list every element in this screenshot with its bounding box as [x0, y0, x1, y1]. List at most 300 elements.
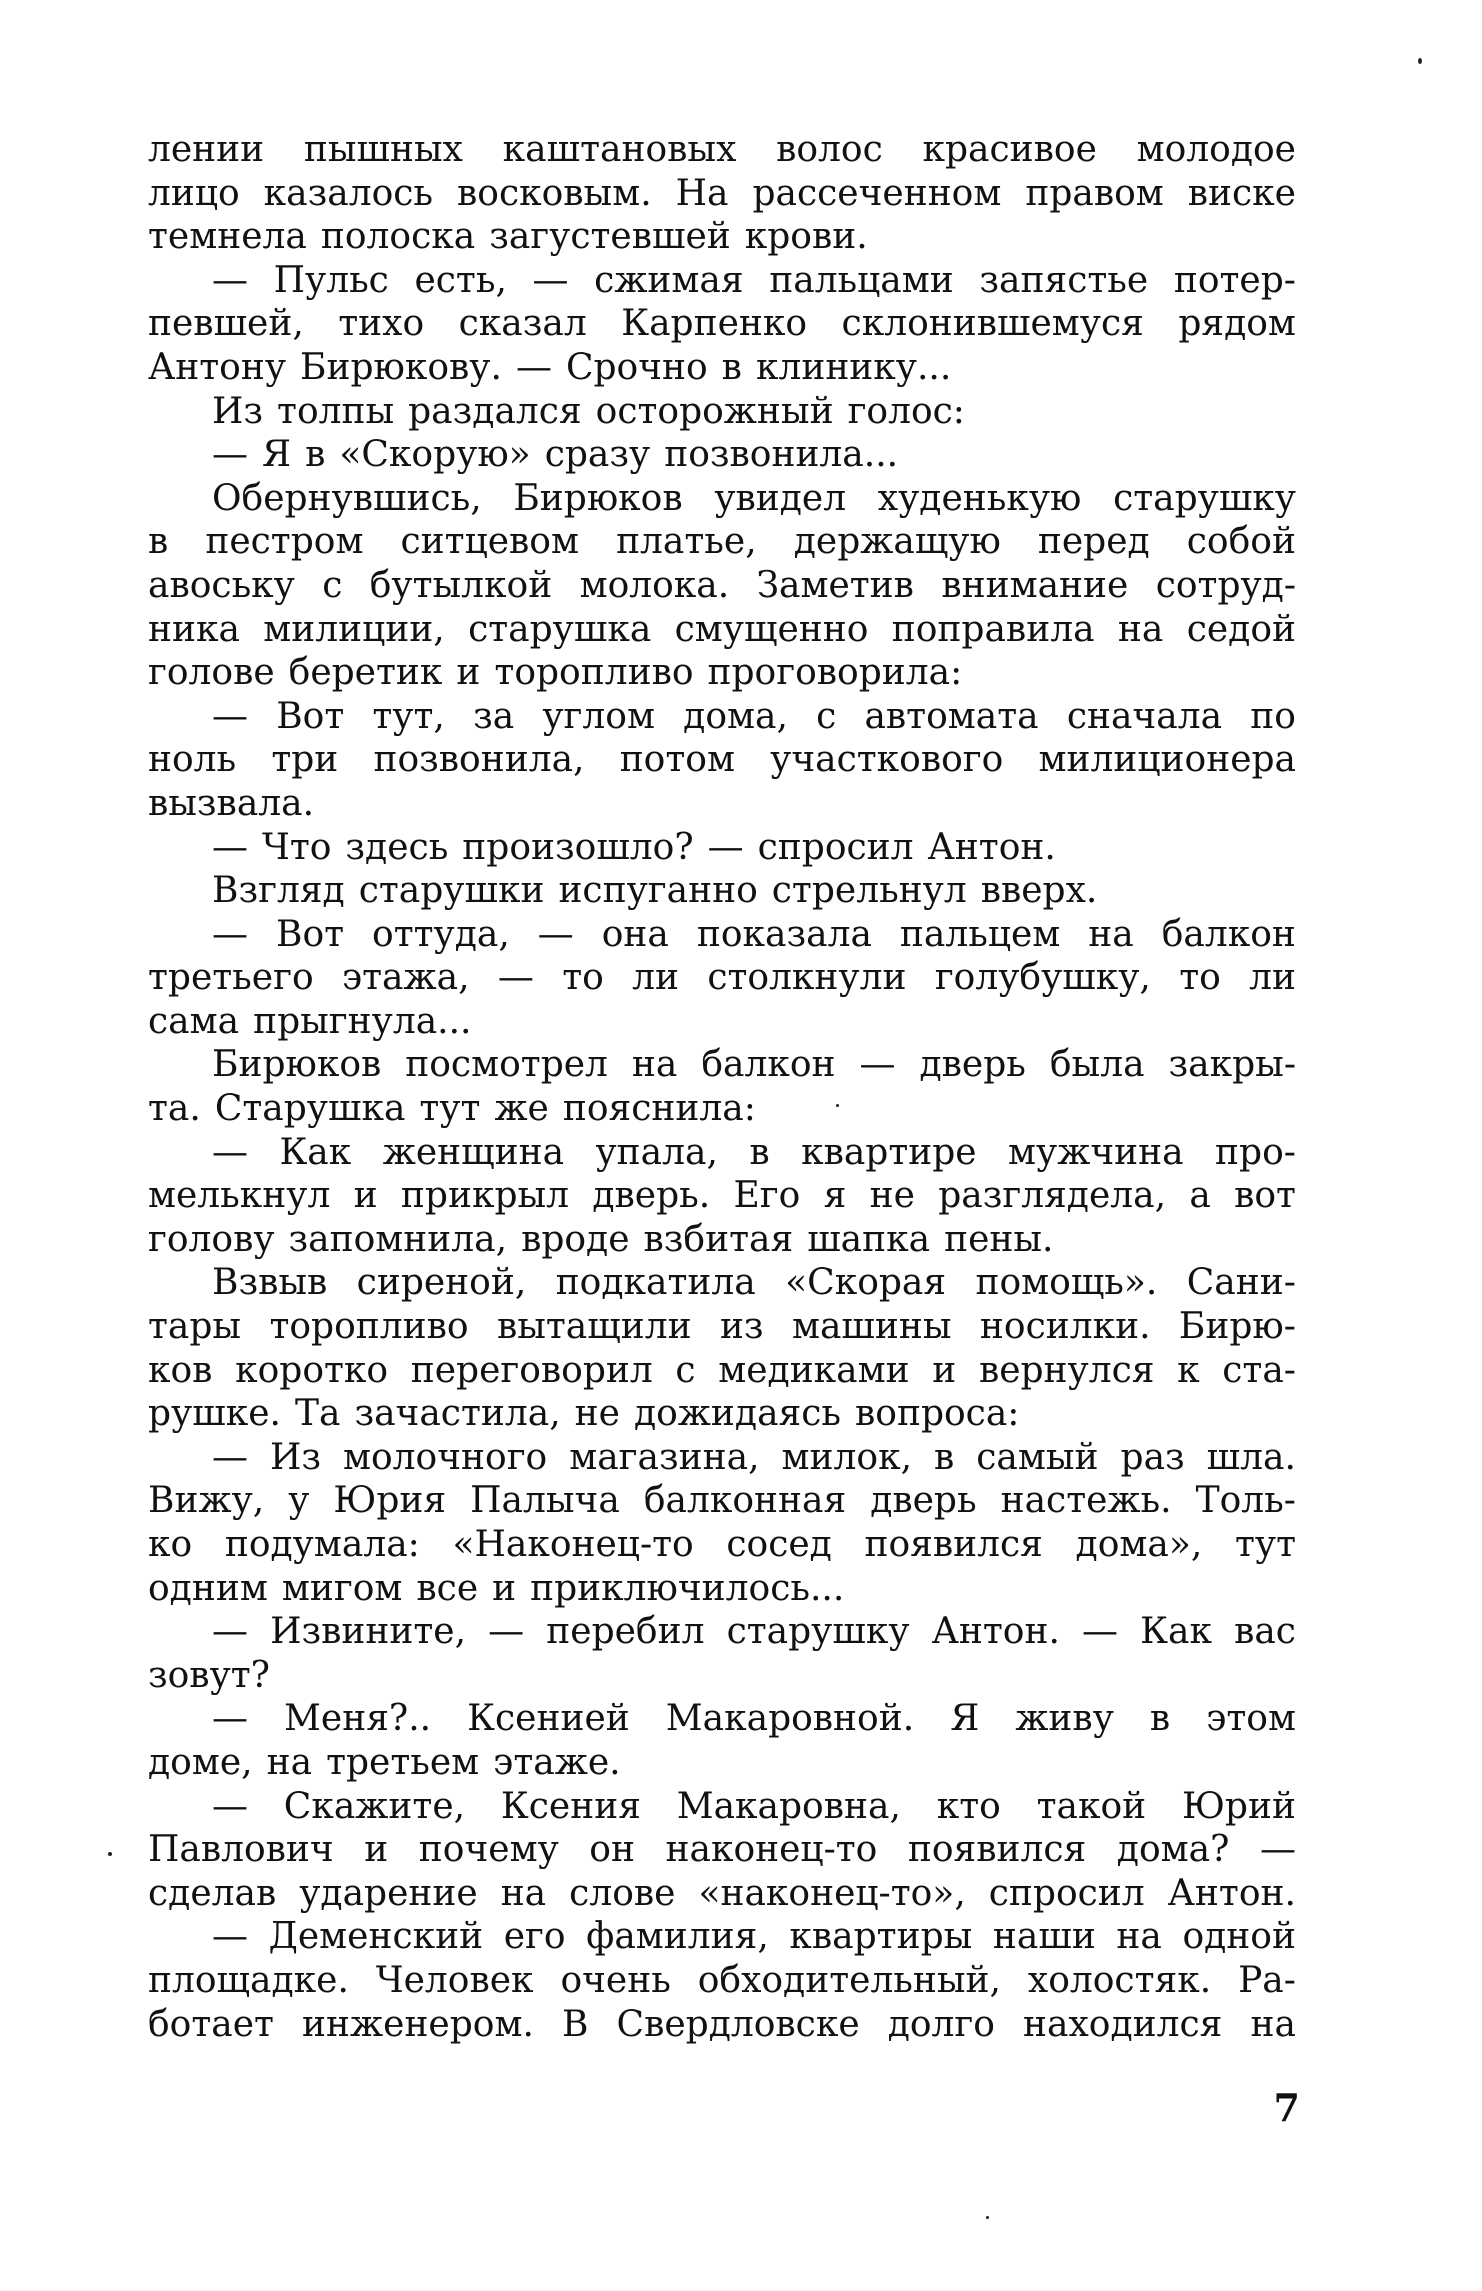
word: этажа, — [341, 957, 470, 999]
word: его — [503, 1916, 566, 1958]
word: потер- — [1173, 259, 1296, 301]
page-body-text — [148, 128, 1296, 2046]
word: на — [1116, 1916, 1162, 1958]
word: старушки — [358, 870, 545, 912]
word: пены. — [944, 1218, 1054, 1260]
word: обходительный, — [697, 1959, 1001, 2001]
text-line — [148, 215, 1296, 259]
word: в — [148, 521, 169, 563]
word: вроде — [521, 1218, 630, 1260]
word: ков — [148, 1349, 213, 1391]
word: Толь- — [1195, 1480, 1296, 1522]
word: дома», — [1075, 1524, 1203, 1565]
word: толпы — [277, 390, 395, 432]
text-line — [148, 128, 1296, 172]
word: старушку — [726, 1611, 910, 1653]
word: Бирюков — [513, 477, 683, 519]
word: на — [1250, 2003, 1296, 2045]
word: из — [719, 1306, 764, 1348]
text-line — [148, 608, 1296, 652]
word: позвонила... — [664, 434, 899, 476]
text-line — [148, 477, 1296, 521]
word: Старушка — [214, 1088, 406, 1130]
text-line — [148, 1392, 1296, 1436]
word: автомата — [864, 695, 1039, 737]
word: долго — [887, 2003, 995, 2045]
text-line — [148, 1959, 1296, 2003]
word: Взвыв — [212, 1262, 328, 1304]
word: Антон. — [927, 826, 1056, 868]
word: Как — [1140, 1611, 1212, 1653]
word: взбитая — [643, 1218, 794, 1260]
word: и — [364, 1829, 389, 1871]
word: — — [212, 1131, 248, 1173]
word: перед — [1037, 521, 1150, 563]
word: к — [1177, 1349, 1200, 1391]
word: Заметив — [756, 564, 914, 606]
word: произошло? — [462, 826, 694, 868]
word: в — [749, 1131, 770, 1173]
word: шла. — [1206, 1436, 1296, 1478]
word: — — [212, 695, 248, 737]
text-line — [148, 1349, 1296, 1393]
word: сначала — [1066, 695, 1223, 737]
word: все — [416, 1567, 479, 1609]
word: В — [561, 2003, 589, 2045]
word: закры- — [1168, 1044, 1296, 1086]
word: внимание — [941, 564, 1129, 606]
word: Что — [262, 826, 332, 868]
word: тары — [148, 1306, 242, 1348]
word: — — [859, 1044, 896, 1086]
word: «наконец-то», — [698, 1872, 966, 1914]
word: запястье — [979, 259, 1149, 301]
word: позвонила, — [373, 739, 585, 781]
word: — — [1082, 1611, 1119, 1653]
text-line — [148, 1131, 1296, 1175]
word: вверх. — [980, 870, 1098, 912]
text-line — [148, 869, 1296, 913]
text-line — [148, 302, 1296, 346]
text-line — [148, 1828, 1296, 1872]
text-line — [148, 1741, 1296, 1785]
word: рушке. — [148, 1393, 281, 1435]
word: Его — [733, 1175, 801, 1217]
word: и — [932, 1349, 957, 1391]
word: переговорил — [410, 1349, 653, 1391]
word: рассеченном — [752, 172, 1002, 214]
text-line — [148, 1043, 1296, 1087]
word: наконец-то — [665, 1829, 878, 1871]
page-number: 7 — [1273, 2085, 1300, 2130]
word: крови. — [744, 216, 868, 258]
word: вопроса: — [855, 1393, 1020, 1435]
text-line — [148, 390, 1296, 434]
word: виске — [1187, 172, 1296, 214]
word: голове — [148, 652, 275, 694]
word: торопливо — [269, 1306, 469, 1348]
word: правом — [1025, 172, 1164, 214]
word: мигом — [281, 1567, 403, 1609]
word: на — [500, 1872, 547, 1914]
print-speck — [986, 2216, 989, 2219]
word: ли — [1249, 957, 1296, 999]
word: Ксения — [500, 1785, 641, 1827]
word: Бирюкову. — [300, 346, 502, 388]
word: Антон. — [931, 1611, 1060, 1653]
text-line — [148, 1654, 1296, 1698]
word: Та — [294, 1393, 341, 1435]
word: старушку — [1113, 477, 1296, 519]
word: появился — [907, 1829, 1087, 1871]
word: вас — [1234, 1611, 1296, 1653]
word: — — [1259, 1829, 1296, 1871]
word: Бирю- — [1178, 1306, 1296, 1348]
word: площадке. — [148, 1959, 349, 2001]
word: упала, — [595, 1131, 718, 1173]
word: участкового — [770, 739, 1004, 781]
word: показала — [696, 913, 872, 955]
word: — — [212, 1785, 248, 1827]
word: спросил — [988, 1872, 1145, 1914]
word: та. — [148, 1088, 201, 1130]
word: помощь». — [975, 1262, 1158, 1304]
text-line — [148, 1436, 1296, 1480]
word: Карпенко — [621, 303, 808, 345]
word: Как — [279, 1131, 352, 1173]
word: слове — [569, 1872, 676, 1914]
word: Вот — [276, 695, 345, 737]
word: Юрий — [1181, 1785, 1296, 1827]
word: голову — [148, 1218, 275, 1260]
text-line — [148, 520, 1296, 564]
text-line — [148, 1479, 1296, 1523]
word: лицо — [148, 172, 240, 214]
word: этаже. — [493, 1741, 621, 1783]
word: мелькнул — [148, 1175, 331, 1217]
word: авоську — [148, 564, 295, 606]
word: Юрия — [333, 1480, 447, 1522]
text-line — [148, 1305, 1296, 1349]
word: — — [707, 826, 744, 868]
word: шапка — [807, 1218, 931, 1260]
word: — — [212, 434, 248, 476]
word: Антон. — [1167, 1872, 1296, 1914]
word: зачастила, — [354, 1393, 561, 1435]
text-line — [148, 1261, 1296, 1305]
word: Я — [950, 1698, 980, 1740]
word: магазина, — [569, 1436, 760, 1478]
word: ноль — [148, 739, 237, 781]
word: была — [1049, 1044, 1145, 1086]
word: Палыча — [470, 1480, 620, 1522]
word: почему — [418, 1829, 559, 1871]
word: Ра- — [1238, 1959, 1296, 2001]
word: беретик — [288, 652, 443, 694]
word: квартиры — [789, 1916, 973, 1958]
word: сиреной, — [356, 1262, 527, 1304]
word: — — [212, 1611, 248, 1653]
text-line — [148, 2003, 1296, 2047]
word: здесь — [345, 826, 449, 868]
word: оттуда, — [372, 913, 510, 955]
word: про- — [1215, 1131, 1296, 1173]
word: дверь — [870, 1480, 977, 1522]
word: есть, — [414, 259, 507, 301]
word: такой — [1036, 1785, 1147, 1827]
word: одним — [148, 1567, 268, 1609]
word: «Скорую» — [339, 434, 531, 476]
word: на — [1088, 913, 1134, 955]
word: загустевшей — [489, 216, 731, 258]
word: — — [515, 346, 552, 388]
word: настежь. — [1000, 1480, 1172, 1522]
word: — — [537, 913, 574, 955]
word: Из — [269, 1436, 322, 1478]
word: темнела — [148, 216, 307, 258]
word: доме, — [148, 1741, 253, 1783]
word: Сани- — [1186, 1262, 1296, 1304]
word: на — [266, 1741, 313, 1783]
word: Скажите, — [283, 1785, 466, 1827]
word: — — [212, 913, 248, 955]
word: сотруд- — [1155, 564, 1296, 606]
word: собой — [1186, 521, 1296, 563]
word: Ксенией — [467, 1698, 630, 1740]
word: бутылкой — [369, 564, 553, 606]
word: Извините, — [270, 1611, 467, 1653]
word: разглядела, — [938, 1175, 1167, 1217]
word: держащую — [793, 521, 1001, 563]
text-line — [148, 1174, 1296, 1218]
text-line — [148, 956, 1296, 1000]
text-line — [148, 782, 1296, 826]
word: очень — [560, 1959, 671, 2001]
text-line — [148, 1087, 1296, 1131]
word: Деменский — [268, 1916, 484, 1958]
word: третьем — [326, 1741, 480, 1783]
word: седой — [1186, 608, 1296, 650]
word: певшей, — [148, 303, 304, 345]
word: за — [473, 695, 515, 737]
text-line — [148, 1915, 1296, 1959]
word: полоска — [320, 216, 476, 258]
word: ударение — [299, 1872, 478, 1914]
text-line — [148, 1610, 1296, 1654]
word: Макаровной. — [665, 1698, 915, 1740]
text-line — [148, 1872, 1296, 1916]
word: же — [494, 1088, 549, 1130]
text-line — [148, 259, 1296, 303]
text-line — [148, 826, 1296, 870]
word: на — [1117, 608, 1164, 650]
word: запомнила, — [288, 1218, 508, 1260]
word: «Наконец-то — [452, 1524, 694, 1565]
word: с — [816, 695, 837, 737]
word: по — [1250, 695, 1296, 737]
word: — — [212, 1698, 248, 1740]
word: Антону — [148, 346, 287, 388]
word: я — [823, 1175, 847, 1217]
word: холостяк. — [1027, 1959, 1212, 2001]
word: в — [1149, 1698, 1171, 1740]
word: машины — [791, 1306, 952, 1348]
word: этом — [1206, 1698, 1296, 1740]
word: приключилось... — [530, 1567, 845, 1609]
word: углом — [542, 695, 655, 737]
word: раз — [1120, 1436, 1185, 1478]
word: «Скорая — [785, 1262, 947, 1304]
word: мужчина — [1008, 1131, 1184, 1173]
word: не — [574, 1393, 620, 1435]
word: милиции, — [263, 608, 445, 650]
word: лении — [148, 129, 265, 170]
word: милок, — [781, 1436, 913, 1478]
word: пестром — [205, 521, 364, 563]
text-line — [148, 738, 1296, 782]
word: инженером. — [302, 2003, 534, 2045]
word: и — [492, 1567, 517, 1609]
word: Павлович — [148, 1829, 334, 1871]
word: то — [562, 957, 604, 999]
word: вот — [1234, 1175, 1296, 1217]
word: склонившемуся — [841, 303, 1144, 345]
word: восковым. — [457, 172, 652, 214]
word: балконная — [643, 1480, 847, 1522]
word: Пульс — [273, 259, 389, 301]
word: женщина — [382, 1131, 565, 1173]
word: коротко — [235, 1349, 389, 1391]
word: сразу — [544, 434, 651, 476]
word: у — [288, 1480, 310, 1522]
word: и — [353, 1175, 378, 1217]
text-line — [148, 346, 1296, 390]
word: Меня?.. — [284, 1698, 432, 1740]
word: раздался — [408, 390, 582, 432]
word: — — [497, 957, 534, 999]
word: Вижу, — [148, 1480, 265, 1522]
word: а — [1189, 1175, 1211, 1217]
word: сама — [148, 1000, 240, 1042]
word: красивое — [922, 129, 1097, 170]
word: он — [589, 1829, 635, 1871]
word: Человек — [375, 1959, 534, 2001]
word: третьего — [148, 957, 314, 999]
word: зовут? — [148, 1654, 270, 1696]
word: ботает — [148, 2003, 274, 2045]
word: дома? — [1116, 1829, 1230, 1871]
word: — — [532, 259, 569, 301]
word: сжимая — [594, 259, 744, 301]
word: медиками — [718, 1349, 910, 1391]
word: Вот — [275, 913, 345, 955]
word: тихо — [338, 303, 425, 345]
word: прыгнула... — [253, 1000, 472, 1042]
word: в — [721, 346, 742, 388]
word: фамилия, — [586, 1916, 769, 1958]
word: дверь — [919, 1044, 1026, 1086]
word: не — [869, 1175, 915, 1217]
word: сделав — [148, 1872, 277, 1914]
word: ко — [148, 1524, 193, 1565]
word: квартире — [801, 1131, 977, 1173]
word: самый — [976, 1436, 1099, 1478]
text-line — [148, 1523, 1296, 1567]
word: казалось — [263, 172, 434, 214]
word: осторожный — [595, 390, 834, 432]
word: пальцем — [899, 913, 1061, 955]
word: на — [631, 1044, 678, 1086]
word: балкон — [701, 1044, 836, 1086]
word: Взгляд — [212, 870, 345, 912]
word: Обернувшись, — [212, 477, 482, 519]
word: дожидаясь — [633, 1393, 842, 1435]
word: клинику... — [755, 346, 952, 388]
word: ситцевом — [400, 521, 579, 563]
word: Срочно — [565, 346, 708, 388]
text-line — [148, 695, 1296, 739]
word: вернулся — [978, 1349, 1155, 1391]
word: молочного — [343, 1436, 548, 1478]
word: Из — [212, 390, 264, 432]
word: одной — [1182, 1916, 1296, 1958]
word: тут, — [372, 695, 445, 737]
word: живу — [1015, 1698, 1114, 1740]
word: ста- — [1222, 1349, 1296, 1391]
text-line — [148, 913, 1296, 957]
text-line — [148, 1785, 1296, 1829]
text-line — [148, 1697, 1296, 1741]
word: пальцами — [769, 259, 954, 301]
word: балкон — [1161, 913, 1296, 955]
word: столкнули — [707, 957, 907, 999]
word: с — [322, 564, 343, 606]
word: сосед — [726, 1524, 832, 1565]
word: ника — [148, 608, 240, 650]
word: подкатила — [555, 1262, 756, 1304]
word: стрельнул — [771, 870, 967, 912]
word: прикрыл — [400, 1175, 570, 1217]
word: — — [212, 826, 248, 868]
word: — — [212, 259, 248, 301]
text-line — [148, 1567, 1296, 1611]
word: и — [456, 652, 481, 694]
text-line — [148, 433, 1296, 477]
word: испуганно — [558, 870, 758, 912]
word: пышных — [303, 129, 463, 170]
word: в — [305, 434, 326, 476]
word: тут — [1234, 1524, 1296, 1565]
print-speck — [108, 1852, 112, 1856]
word: старушка — [468, 608, 652, 650]
print-speck — [836, 1104, 839, 1107]
word: с — [675, 1349, 696, 1391]
word: потом — [619, 739, 735, 781]
word: посмотрел — [405, 1044, 608, 1086]
word: рядом — [1178, 303, 1296, 345]
word: ли — [632, 957, 679, 999]
word: дома, — [683, 695, 788, 737]
word: — — [488, 1611, 525, 1653]
word: вызвала. — [148, 782, 315, 824]
word: проговорила: — [707, 652, 963, 694]
word: каштановых — [502, 129, 737, 170]
word: — — [212, 1436, 248, 1478]
word: наши — [992, 1916, 1096, 1958]
word: тут — [419, 1088, 481, 1130]
word: — — [212, 1916, 248, 1958]
text-line — [148, 1000, 1296, 1044]
